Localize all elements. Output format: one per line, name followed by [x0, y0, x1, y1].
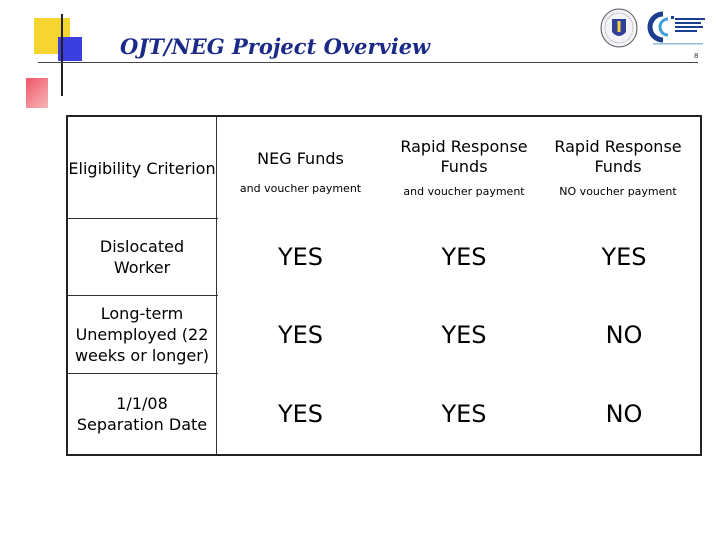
header-label: NEG Funds — [257, 149, 344, 168]
table-cell: YES — [441, 320, 487, 349]
title-divider — [38, 62, 698, 63]
header-label: Rapid Response Funds — [554, 137, 682, 176]
career-centers-logo — [647, 10, 709, 50]
table-cell: NO — [605, 320, 643, 349]
header-rapid-response-voucher — [384, 137, 544, 207]
column-divider — [216, 117, 217, 454]
state-seal-logo — [599, 7, 639, 49]
table-cell: YES — [441, 400, 487, 428]
table-cell: YES — [277, 400, 324, 428]
header-sublabel: NO voucher payment — [559, 185, 677, 198]
table-cell: YES — [601, 243, 647, 271]
criterion-label: 1/1/08 Separation Date — [76, 394, 208, 434]
criterion-label: Long-term Unemployed (22 weeks or longer) — [74, 304, 210, 365]
table-row-label — [68, 296, 216, 373]
table-cell: YES — [441, 243, 487, 271]
table-row-label — [68, 219, 216, 295]
header-sublabel: and voucher payment — [239, 182, 362, 195]
header-sublabel: and voucher payment — [403, 185, 525, 198]
table-cell: YES — [277, 243, 324, 271]
decor-red-square — [26, 78, 48, 108]
table-row-label — [68, 374, 216, 454]
slide-title: OJT/NEG Project Overview — [120, 34, 431, 59]
criterion-label: Dislocated Worker — [99, 237, 185, 277]
decor-vertical-line — [61, 14, 63, 96]
header-eligibility-criterion — [68, 129, 216, 207]
page-number: 8 — [694, 52, 699, 60]
header-label: Eligibility Criterion — [68, 158, 216, 178]
eligibility-table — [66, 115, 702, 456]
header-neg-funds — [218, 137, 383, 207]
header-label: Rapid Response Funds — [400, 137, 528, 176]
header-rapid-response-no-voucher — [538, 137, 698, 207]
table-cell: NO — [605, 400, 643, 428]
table-cell: YES — [277, 320, 324, 349]
